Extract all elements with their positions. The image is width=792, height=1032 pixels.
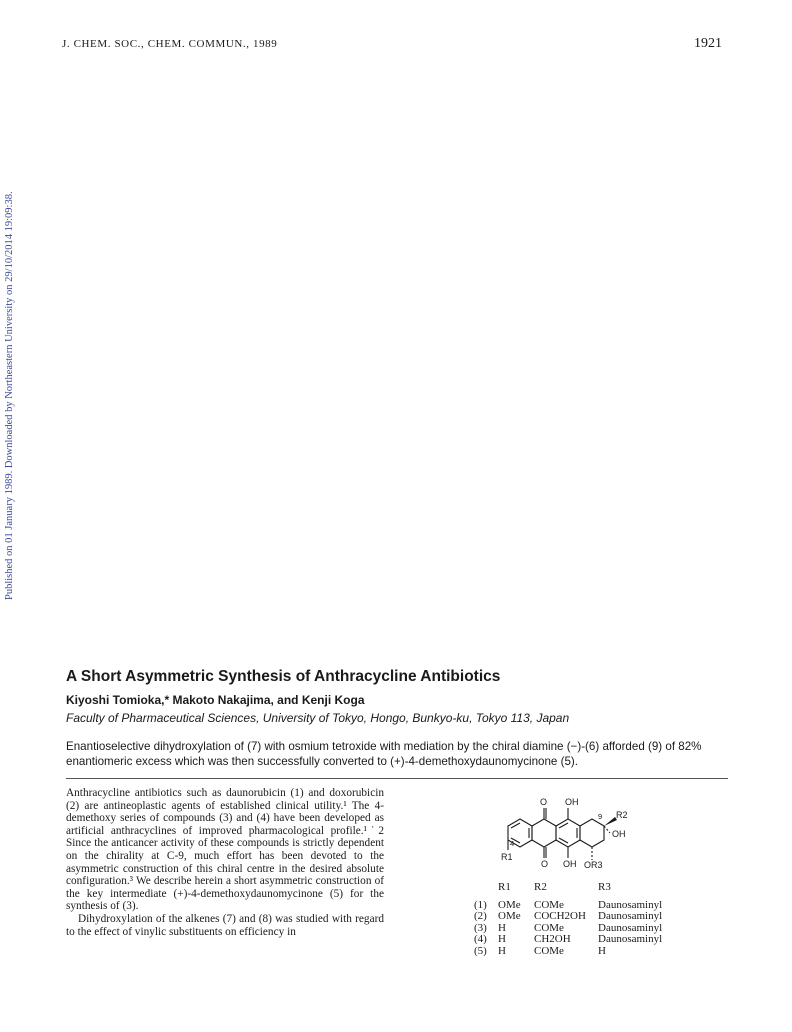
r3-value: Daunosaminyl bbox=[598, 910, 663, 923]
r1-value: OMe bbox=[498, 910, 521, 923]
r2-value: COMe bbox=[534, 921, 564, 934]
r3-value: H bbox=[598, 944, 606, 957]
article-abstract: Enantioselective dihydroxylation of (7) with osmium tetroxide with mediation by the chiral diamine (−)-(6) afforded (9) of 82% enantiomeric excess which was then successfully converted to (+)-4-demethoxydaunomycinone (5). bbox=[66, 740, 702, 768]
label-oh-side: OH bbox=[612, 829, 626, 839]
label-oh-top: OH bbox=[565, 797, 579, 807]
r2-value: COMe bbox=[534, 944, 564, 957]
table-row bbox=[474, 946, 678, 958]
label-position-9: 9 bbox=[598, 812, 603, 821]
compound-label: (2) bbox=[474, 910, 487, 923]
r3-value: Daunosaminyl bbox=[598, 921, 663, 934]
ring-b bbox=[532, 819, 556, 847]
body-paragraph: Anthracycline antibiotics such as daunorubicin (1) and doxorubicin (2) are antineoplastic agents of established clinical utility.¹ The 4-demethoxy series of compounds (3) and (4) have been developed as artificial anthracyclines of improved pharmacological profile.¹˙2 Since the anticancer activity of these compounds is strictly dependent on the chirality at C-9, much effort has been devoted to the asymmetric construction of this chiral centre in the desired absolute configuration.³ We describe herein a short asymmetric construction of the key intermediate (+)-4-demethoxydaunomycinone (5) for the synthesis of (3). bbox=[66, 787, 384, 913]
label-oxo-bottom: O bbox=[541, 859, 549, 869]
running-head: J. CHEM. SOC., CHEM. COMMUN., 1989 bbox=[62, 38, 278, 50]
r3-value: Daunosaminyl bbox=[598, 898, 663, 911]
ring-d bbox=[580, 819, 604, 847]
header-cell-r3: R3 bbox=[598, 881, 611, 893]
label-or3: OR3 bbox=[584, 860, 603, 870]
body-paragraph: Dihydroxylation of the alkenes (7) and (8) was studied with regard to the effect of vinylic substituents on efficiency in bbox=[66, 912, 384, 938]
r2-value: COMe bbox=[534, 898, 564, 911]
compound-label: (5) bbox=[474, 944, 487, 957]
anthracycline-structure bbox=[488, 788, 668, 880]
body-text-column bbox=[66, 787, 384, 938]
compound-label: (3) bbox=[474, 921, 487, 934]
download-notice: Published on 01 January 1989. Downloaded by Northeastern University on 29/10/2014 19:09:38. bbox=[4, 191, 15, 600]
r2-value: CH2OH bbox=[534, 933, 571, 946]
article-affiliation: Faculty of Pharmaceutical Sciences, University of Tokyo, Hongo, Bunkyo-ku, Tokyo 113, Japan bbox=[66, 711, 570, 725]
abstract-divider bbox=[66, 778, 728, 779]
r1-value: H bbox=[498, 921, 506, 934]
r1-value: H bbox=[498, 933, 506, 946]
compound-label: (4) bbox=[474, 933, 487, 946]
header-cell bbox=[474, 882, 498, 900]
header-cell-r2: R2 bbox=[534, 881, 547, 893]
label-oxo-top: O bbox=[540, 797, 548, 807]
r1-value: H bbox=[498, 944, 506, 957]
r2-value: COCH2OH bbox=[534, 910, 586, 923]
label-oh-bottom: OH bbox=[563, 859, 577, 869]
compound-table-header bbox=[474, 882, 678, 900]
compound-label: (1) bbox=[474, 898, 487, 911]
header-cell-r1: R1 bbox=[498, 881, 511, 893]
page-number: 1921 bbox=[694, 36, 722, 51]
article-title: A Short Asymmetric Synthesis of Anthracycline Antibiotics bbox=[66, 668, 501, 685]
label-r1: R1 bbox=[501, 852, 513, 862]
label-r2: R2 bbox=[616, 810, 628, 820]
r3-value: Daunosaminyl bbox=[598, 933, 663, 946]
label-position-4: 4 bbox=[510, 839, 515, 848]
article-authors: Kiyoshi Tomioka,* Makoto Nakajima, and Kenji Koga bbox=[66, 693, 365, 707]
r1-value: OMe bbox=[498, 898, 521, 911]
compound-table bbox=[474, 882, 678, 958]
